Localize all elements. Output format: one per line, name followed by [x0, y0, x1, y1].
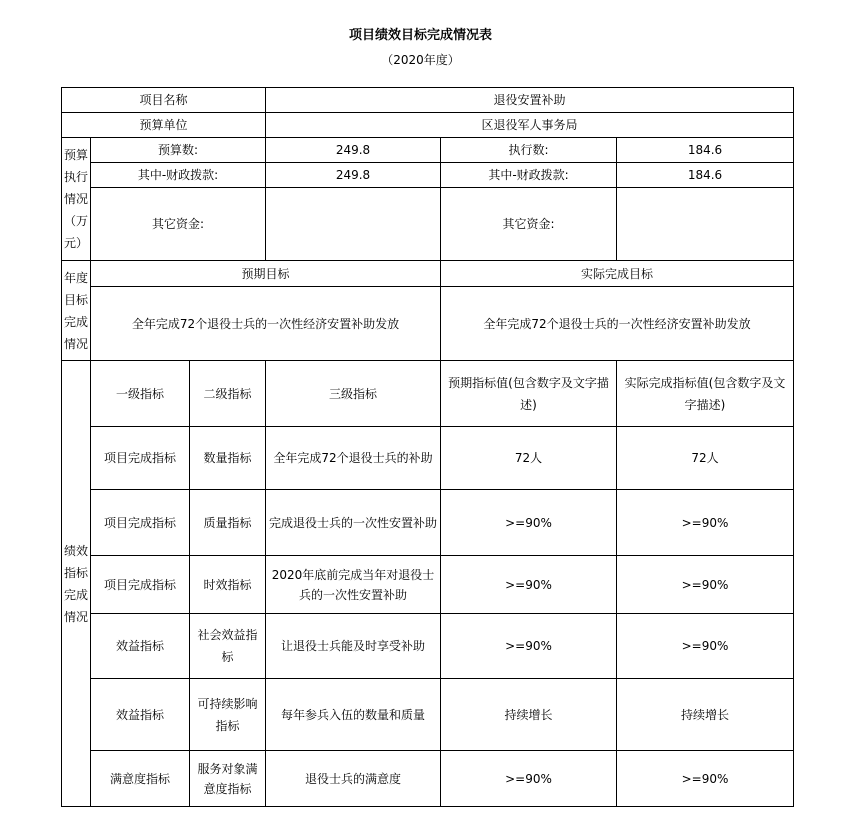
level2-cell: 质量指标	[190, 490, 266, 556]
level1-cell: 满意度指标	[91, 751, 190, 807]
col-level3-header: 三级指标	[266, 361, 441, 427]
exec-label: 执行数:	[441, 138, 617, 163]
annual-content-row	[62, 287, 794, 361]
indicator-section-label: 绩效指标完成情况	[62, 361, 91, 807]
budget-section-label: 预算执行情况（万元）	[62, 138, 91, 261]
budget-label: 预算数:	[91, 138, 266, 163]
expected-value-cell: >=90%	[441, 614, 617, 679]
performance-table	[61, 87, 794, 807]
table-row	[62, 614, 794, 679]
report-title: 项目绩效目标完成情况表	[348, 28, 492, 43]
level1-cell: 效益指标	[91, 679, 190, 751]
actual-value-cell: >=90%	[617, 751, 794, 807]
project-name-row	[62, 88, 794, 113]
actual-value-cell: >=90%	[617, 490, 794, 556]
table-row	[62, 679, 794, 751]
level1-cell: 项目完成指标	[91, 427, 190, 490]
actual-target-header: 实际完成目标	[441, 261, 794, 287]
budget-value: 249.8	[266, 138, 441, 163]
fiscal-exec-value: 184.6	[617, 163, 794, 188]
other-exec-label: 其它资金:	[441, 188, 617, 261]
other-funds-row	[62, 188, 794, 261]
expected-value-cell: >=90%	[441, 751, 617, 807]
table-row	[62, 751, 794, 807]
expected-target-text: 全年完成72个退役士兵的一次性经济安置补助发放	[91, 287, 441, 361]
project-name-label: 项目名称	[62, 88, 266, 113]
fiscal-exec-label: 其中-财政拨款:	[441, 163, 617, 188]
annual-header-row	[62, 261, 794, 287]
exec-value: 184.6	[617, 138, 794, 163]
col-expected-header: 预期指标值(包含数字及文字描述)	[441, 361, 617, 427]
col-level2-header: 二级指标	[190, 361, 266, 427]
table-row	[62, 427, 794, 490]
level2-cell: 可持续影响指标	[190, 679, 266, 751]
fiscal-label: 其中-财政拨款:	[91, 163, 266, 188]
level3-cell: 完成退役士兵的一次性安置补助	[266, 490, 441, 556]
level3-cell: 退役士兵的满意度	[266, 751, 441, 807]
level1-cell: 项目完成指标	[91, 490, 190, 556]
other-budget-value	[266, 188, 441, 261]
level3-cell: 每年参兵入伍的数量和质量	[266, 679, 441, 751]
level2-cell: 数量指标	[190, 427, 266, 490]
fiscal-row	[62, 163, 794, 188]
level3-cell: 让退役士兵能及时享受补助	[266, 614, 441, 679]
actual-value-cell: 持续增长	[617, 679, 794, 751]
expected-value-cell: >=90%	[441, 556, 617, 614]
actual-value-cell: >=90%	[617, 556, 794, 614]
report-year: （2020年度）	[381, 53, 460, 67]
actual-value-cell: >=90%	[617, 614, 794, 679]
level2-cell: 时效指标	[190, 556, 266, 614]
fiscal-budget-value: 249.8	[266, 163, 441, 188]
expected-value-cell: 72人	[441, 427, 617, 490]
project-name-value: 退役安置补助	[266, 88, 794, 113]
level2-cell: 服务对象满意度指标	[190, 751, 266, 807]
other-label: 其它资金:	[91, 188, 266, 261]
level3-cell: 全年完成72个退役士兵的补助	[266, 427, 441, 490]
actual-target-text: 全年完成72个退役士兵的一次性经济安置补助发放	[441, 287, 794, 361]
other-exec-value	[617, 188, 794, 261]
level1-cell: 效益指标	[91, 614, 190, 679]
budget-unit-value: 区退役军人事务局	[266, 113, 794, 138]
actual-value-cell: 72人	[617, 427, 794, 490]
budget-row	[62, 138, 794, 163]
expected-value-cell: 持续增长	[441, 679, 617, 751]
table-row	[62, 556, 794, 614]
col-actual-header: 实际完成指标值(包含数字及文字描述)	[617, 361, 794, 427]
expected-value-cell: >=90%	[441, 490, 617, 556]
budget-unit-row	[62, 113, 794, 138]
indicator-header-row	[62, 361, 794, 427]
level3-cell: 2020年底前完成当年对退役士兵的一次性安置补助	[266, 556, 441, 614]
level2-cell: 社会效益指标	[190, 614, 266, 679]
level1-cell: 项目完成指标	[91, 556, 190, 614]
annual-section-label: 年度目标完成情况	[62, 261, 91, 361]
table-row	[62, 490, 794, 556]
col-level1-header: 一级指标	[91, 361, 190, 427]
expected-target-header: 预期目标	[91, 261, 441, 287]
budget-unit-label: 预算单位	[62, 113, 266, 138]
